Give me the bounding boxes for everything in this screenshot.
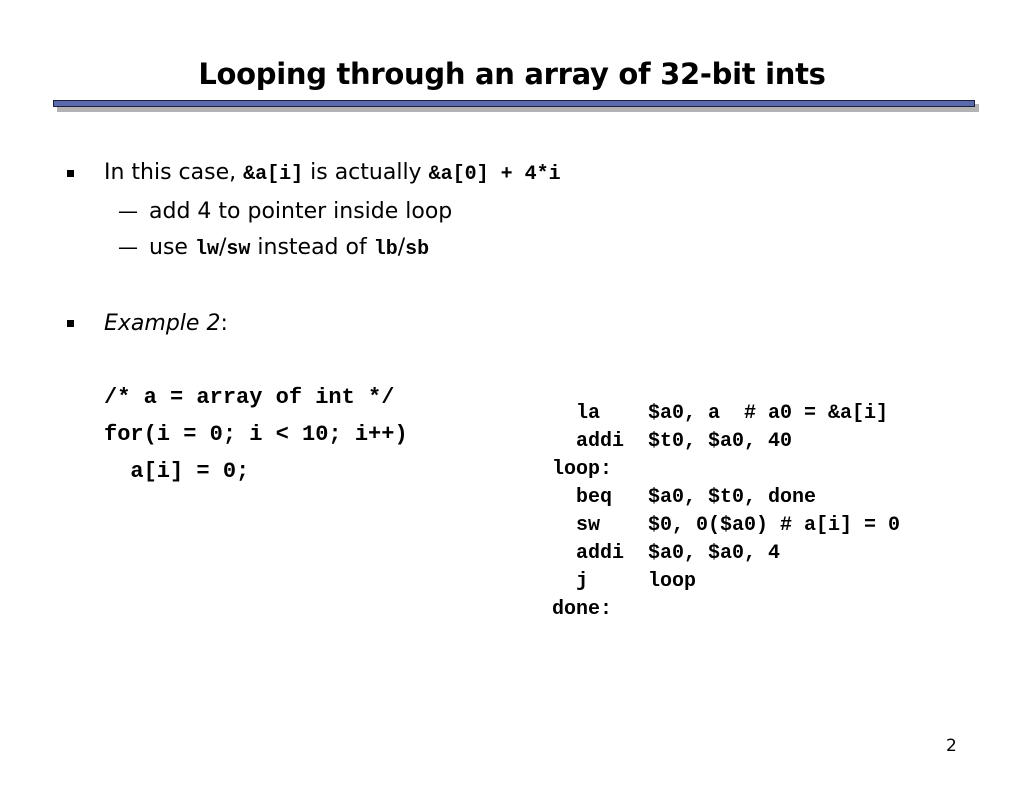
title-rule (53, 100, 975, 107)
c-code-line-1: /* a = array of int */ (104, 385, 395, 410)
page-number: 2 (946, 736, 957, 756)
slash-2: / (397, 235, 406, 260)
example-label: Example 2 (104, 311, 221, 336)
sub-item-2-dash: — (118, 235, 138, 259)
slash-1: / (218, 235, 227, 260)
asm-line-7: j loop (552, 570, 697, 593)
example-colon: : (220, 311, 228, 336)
asm-line-5: sw $0, 0($a0) # a[i] = 0 (552, 514, 901, 537)
bullet-1-code-ai: &a[i] (243, 163, 304, 186)
bullet-1-prefix: In this case, (104, 160, 244, 185)
sub-item-2-text (149, 234, 429, 264)
asm-line-1: la $a0, a # a0 = &a[i] (552, 402, 889, 425)
sub-item-1-text: add 4 to pointer inside loop (149, 199, 453, 224)
bullet-marker-1 (67, 170, 74, 177)
code-sb: sb (405, 238, 430, 261)
asm-line-2: addi $t0, $a0, 40 (552, 430, 793, 453)
code-lw: lw (194, 238, 219, 261)
bullet-2-text (104, 310, 228, 338)
code-lb: lb (373, 238, 398, 261)
asm-line-3: loop: (552, 458, 613, 481)
sub-item-1-dash: — (118, 199, 138, 223)
c-code-line-3: a[i] = 0; (104, 459, 250, 484)
asm-line-8: done: (552, 598, 613, 621)
bullet-1-code-offset: &a[0] + 4*i (428, 163, 561, 186)
sub-item-2-pre: use (149, 235, 195, 260)
slide-title: Looping through an array of 32-bit ints (198, 57, 826, 91)
bullet-1-middle: is actually (303, 160, 429, 185)
c-code-line-2: for(i = 0; i < 10; i++) (104, 422, 408, 447)
bullet-marker-2 (67, 320, 74, 327)
sub-item-2-mid: instead of (250, 235, 374, 260)
code-sw: sw (226, 238, 251, 261)
asm-line-4: beq $a0, $t0, done (552, 486, 817, 509)
bullet-1-text (104, 159, 561, 189)
asm-line-6: addi $a0, $a0, 4 (552, 542, 781, 565)
